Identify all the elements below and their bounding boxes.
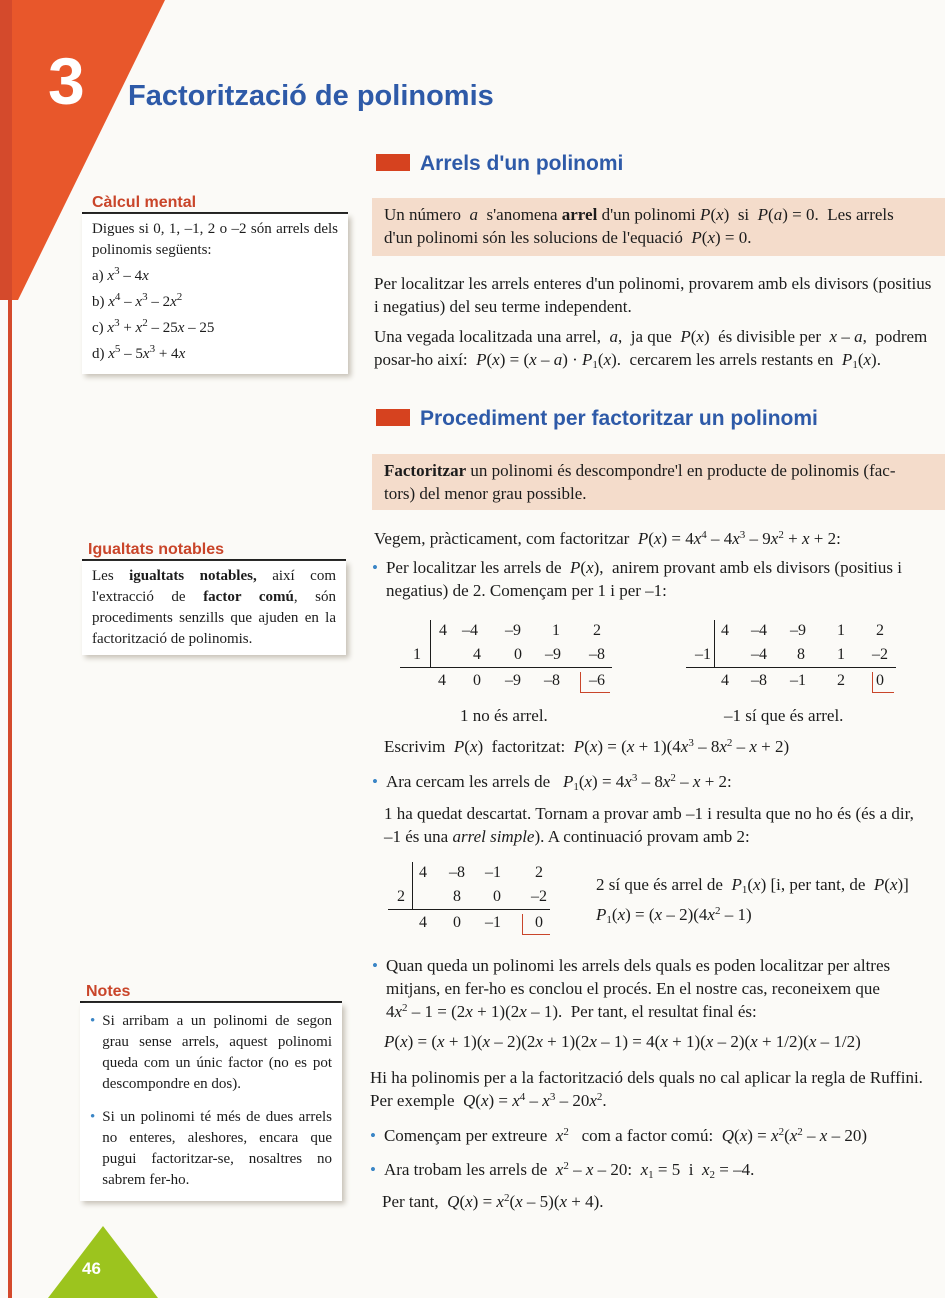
calcul-mental-item: b) $x^4 - x^3 - 2x^2$ — [92, 291, 183, 310]
note-item: • Si un polinomi té més de dues arrels no enteres, aleshores, encara que pugui factoritzar-se, nosaltres no sabrem fer-ho. — [90, 1107, 332, 1191]
step-5: • Ara trobam les arrels de $x^2$ – x – 20: $x_1 = 5$ i $x_2 = -4$. — [370, 1160, 755, 1181]
ruffini-3-note-2: $P_1(x) = (x - 2)(4x^2 - 1)$ — [596, 905, 752, 926]
bullet-icon: • — [90, 1013, 96, 1029]
page-number: 46 — [82, 1259, 101, 1278]
page-number-triangle — [48, 1226, 158, 1298]
left-edge-rule — [8, 0, 12, 1298]
step-5-result: Per tant, $Q(x) = x^2(x - 5)(x + 4)$. — [382, 1192, 604, 1211]
arrels-paragraph-1: Per localitzar les arrels enteres d'un polinomi, provarem amb els divisors (positius i negatius) del seu terme independent. — [374, 274, 932, 316]
section-marker — [376, 409, 410, 426]
step-4: • Començam per extreure $x^2$ com a factor comú: $Q(x) = x^2(x^2 - x - 20)$ — [370, 1126, 867, 1145]
arrel-definition-box: Un número a s'anomena arrel d'un polinomi P(x) si P(a) = 0. Les arrels d'un polinomi són les solucions de l'equació P(x) = 0. — [372, 198, 945, 256]
ruffini-table-3: 4 –8 –1 2 2 8 0 –2 4 0 –1 0 — [388, 858, 558, 938]
chapter-title: Factorització de polinomis — [128, 80, 494, 112]
igualtats-title: Igualtats notables — [88, 541, 225, 558]
calcul-mental-title: Càlcul mental — [92, 194, 197, 211]
bullet-icon: • — [370, 1126, 376, 1145]
calcul-mental-box — [82, 214, 348, 374]
calcul-mental-item: c) $x^3 + x^2 - 25x - 25$ — [92, 317, 215, 336]
igualtats-box — [82, 561, 346, 655]
section-procediment-title: Procediment per factoritzar un polinomi — [376, 407, 818, 431]
calcul-mental-intro: Digues si 0, 1, –1, 2 o –2 són arrels dels polinomis següents: — [92, 221, 338, 258]
notes-title: Notes — [86, 983, 131, 1000]
step-2: • Ara cercam les arrels de $P_1(x) = 4x^3 - 8x^2 - x + 2$: — [372, 772, 732, 793]
ruffini-2-caption: –1 sí que és arrel. — [724, 706, 844, 725]
factoritzar-definition-box: Factoritzar un polinomi és descompondre'l en producte de polinomis (fac- tors) del menor grau possible. — [372, 454, 945, 510]
ruffini-paragraph: Hi ha polinomis per a la factorització dels quals no cal aplicar la regla de Ruffini. Per exemple $Q(x) = x^4 - x^3 - 20x^2$. — [370, 1068, 923, 1110]
bullet-icon: • — [370, 1160, 376, 1179]
procediment-intro: Vegem, pràcticament, com factoritzar $P(x) = 4x^4 - 4x^3 - 9x^2 + x + 2$: — [374, 529, 841, 548]
calcul-mental-item: a) $x^3 - 4x$ — [92, 265, 149, 284]
final-result: P(x) = (x + 1)(x – 2)(2x + 1)(2x – 1) = 4(x + 1)(x – 2)(x + 1/2)(x – 1/2) — [384, 1032, 861, 1051]
calcul-mental-item: d) $x^5 - 5x^3 + 4x$ — [92, 343, 186, 362]
step-1: • Per localitzar les arrels de P(x), anirem provant amb els divisors (positius i negatius) de 2. Començam per 1 i per –1: — [372, 558, 902, 600]
step-2-text: 1 ha quedat descartat. Tornam a provar amb –1 i resulta que no ho és (és a dir, –1 és una arrel simple). A continuació provam amb 2: — [384, 804, 914, 846]
step-3: • Quan queda un polinomi les arrels dels quals es poden localitzar per altres mitjans, en fer-ho es conclou el procés. En el nostre cas, reconeixem que $4x^2 - 1 = (2x + 1)(2x - 1)$. Per tant, el resultat final és: — [372, 956, 891, 1021]
factored-step-1: Escrivim P(x) factoritzat: $P(x) = (x + 1)(4x^3 - 8x^2 - x + 2)$ — [384, 737, 790, 756]
chapter-number: 3 — [48, 44, 85, 118]
bullet-icon: • — [90, 1109, 96, 1125]
note-item: • Si arribam a un polinomi de segon grau sense arrels, aquest polinomi queda com un únic factor (no es pot descompondre en dos). — [90, 1011, 332, 1095]
notes-box — [80, 1003, 342, 1201]
bullet-icon: • — [372, 956, 378, 975]
ruffini-table-1: 4 –4 –9 1 2 1 4 0 –9 –8 4 0 –9 –8 –6 — [400, 614, 615, 694]
ruffini-table-2: 4 –4 –9 1 2 –1 –4 8 1 –2 4 –8 –1 2 0 — [686, 614, 901, 694]
igualtats-text: Les igualtats notables, així com l'extracció de factor comú, són procediments senzills que ajuden en la factorització de polinomis. — [92, 568, 336, 647]
ruffini-1-caption: 1 no és arrel. — [460, 706, 548, 725]
bullet-icon: • — [372, 772, 378, 791]
section-arrels-title: Arrels d'un polinomi — [376, 152, 623, 176]
bullet-icon: • — [372, 558, 378, 577]
arrels-paragraph-2: Una vegada localitzada una arrel, a, ja que P(x) és divisible per x – a, podrem posar-ho així: $P(x) = (x - a) \cdot P_1(x)$. cercarem les arrels restants en $P_1(x)$. — [374, 327, 928, 371]
ruffini-3-note-1: 2 sí que és arrel de $P_1(x)$ [i, per tant, de P(x)] — [596, 875, 909, 896]
section-marker — [376, 154, 410, 171]
